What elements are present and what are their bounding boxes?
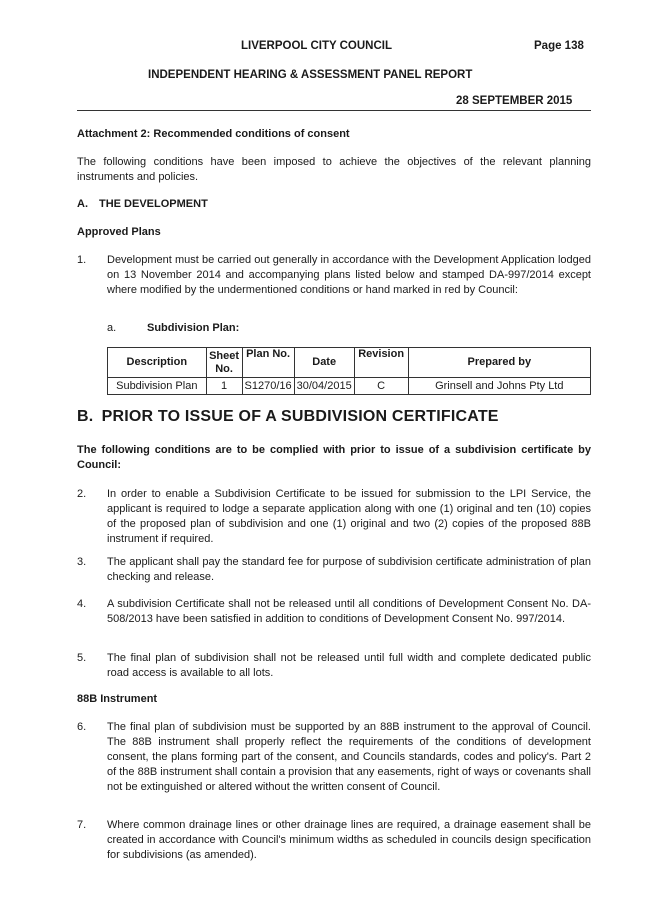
table-cell: Grinsell and Johns Pty Ltd [408, 378, 590, 395]
page-number: Page 138 [534, 40, 584, 52]
item-number: 1. [77, 254, 87, 266]
condition-text: The applicant shall pay the standard fee for purpose of subdivision certificate administration of plan checking and release. [107, 556, 591, 583]
report-title: INDEPENDENT HEARING & ASSESSMENT PANEL REPORT [148, 69, 473, 81]
subdivision-plan-title: Subdivision Plan: [147, 322, 240, 334]
item-number: 5. [77, 652, 87, 664]
item-number: 4. [77, 598, 87, 610]
table-cell: 1 [206, 378, 242, 395]
condition-text: A subdivision Certificate shall not be released until all conditions of Development Consent No. DA-508/2013 have been satisfied in addition to conditions of Development Consent No. 997/2014. [107, 598, 591, 625]
table-header-row [108, 348, 591, 378]
table-cell: C [354, 378, 408, 395]
table-cell: S1270/16 [242, 378, 294, 395]
plans-table [107, 347, 591, 395]
table-cell: Subdivision Plan [108, 378, 207, 395]
column-header: Revision [354, 348, 408, 378]
table-row [108, 378, 591, 395]
item-number: 3. [77, 556, 87, 568]
header-rule [77, 110, 591, 111]
condition-text: Development must be carried out generally in accordance with the Development Application lodged on 13 November 2014 and accompanying plans listed below and stamped DA-997/2014 except where modified by the undermentioned conditions or hand marked in red by Council: [107, 254, 591, 296]
item-number: 2. [77, 488, 87, 500]
item-number: 7. [77, 819, 87, 831]
attachment-intro: The following conditions have been imposed to achieve the objectives of the relevant planning instruments and policies. [77, 156, 591, 183]
section-b-heading: B. PRIOR TO ISSUE OF A SUBDIVISION CERTIFICATE [77, 408, 499, 425]
condition-text: In order to enable a Subdivision Certificate to be issued for submission to the LPI Service, the applicant is required to lodge a separate application along with one (1) original and ten (10) copies of the proposed plan of subdivision and one (1) original and two (2) copies of the proposed 88B instrument if required. [107, 488, 591, 545]
condition-text: The final plan of subdivision shall not be released until full width and complete dedicated public road access is available to all lots. [107, 652, 591, 679]
report-date: 28 SEPTEMBER 2015 [456, 95, 573, 107]
approved-plans-heading: Approved Plans [77, 226, 161, 238]
table-cell: 30/04/2015 [294, 378, 354, 395]
condition-text: The final plan of subdivision must be supported by an 88B instrument to the approval of Council. The 88B instrument shall properly reflect the requirements of the conditions of development consent, the plans forming part of the consent, and Councils standards, codes and policy's. Part 2 of the 88B instrument shall contain a provision that any easements, right of ways or covenants shall not be extinguished or altered without the written consent of Council. [107, 721, 591, 793]
sub-item-label: a. [107, 322, 117, 334]
88b-instrument-heading: 88B Instrument [77, 693, 158, 705]
section-b-intro: The following conditions are to be complied with prior to issue of a subdivision certificate by Council: [77, 444, 591, 471]
column-header: Plan No. [242, 348, 294, 378]
column-header: Sheet No. [206, 348, 242, 378]
column-header: Description [108, 348, 207, 378]
attachment-title: Attachment 2: Recommended conditions of consent [77, 128, 350, 140]
item-number: 6. [77, 721, 87, 733]
column-header: Prepared by [408, 348, 590, 378]
column-header: Date [294, 348, 354, 378]
council-name: LIVERPOOL CITY COUNCIL [241, 40, 393, 52]
section-a-heading: A. THE DEVELOPMENT [77, 198, 208, 210]
condition-text: Where common drainage lines or other drainage lines are required, a drainage easement shall be created in accordance with Council's minimum widths as scheduled in councils design specification for subdivisions (as amended). [107, 819, 591, 861]
